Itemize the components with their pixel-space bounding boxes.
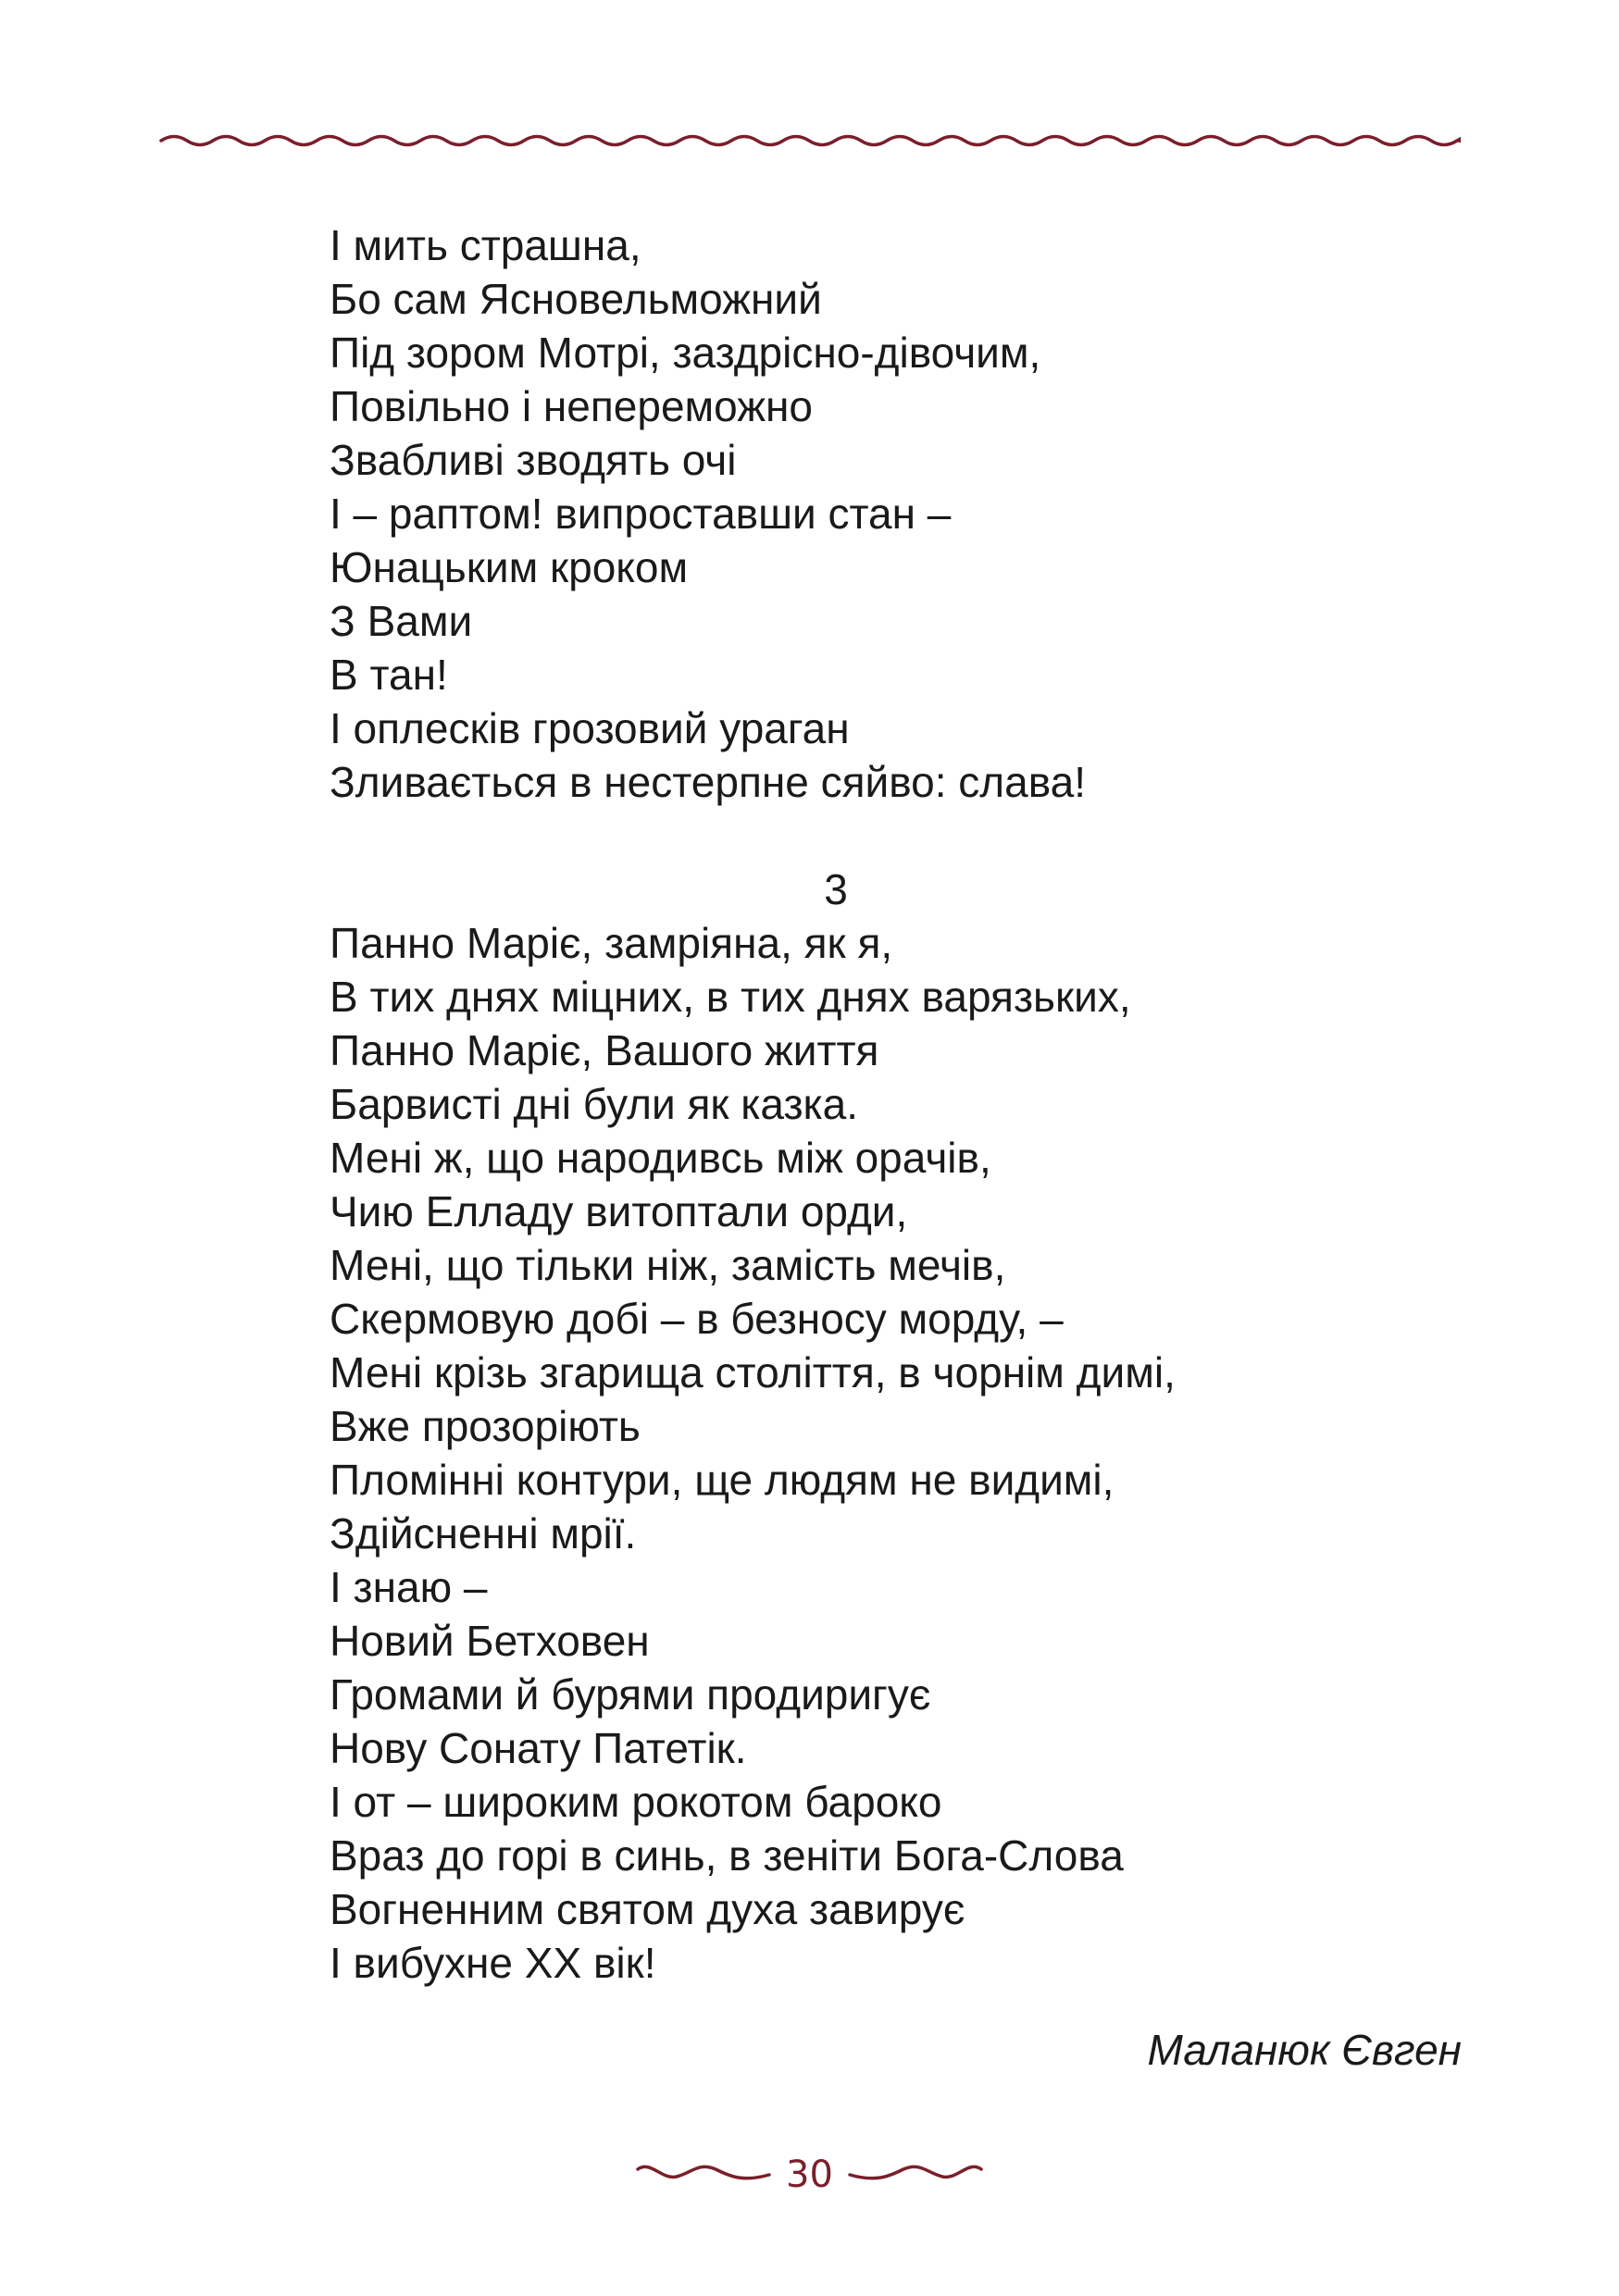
footer-right-flourish <box>846 2156 985 2193</box>
poem-line: Барвисті дні були як казка. <box>330 1080 859 1128</box>
poem-line: Скермовую добі – в безносу морду, – <box>330 1295 1064 1343</box>
stanza-1 <box>330 218 1487 809</box>
poem-line: Повільно і непереможно <box>330 382 813 430</box>
top-wave-ornament <box>159 122 1461 159</box>
poem-line: І оплесків грозовий ураган <box>330 704 850 752</box>
poem-line: І знаю – <box>330 1563 488 1611</box>
poem-line: І – раптом! випроставши стан – <box>330 490 952 538</box>
poem-line: Чию Елладу витоптали орди, <box>330 1187 908 1235</box>
poem-line: Юнацьким кроком <box>330 543 689 591</box>
poem-line: Вже прозоріють <box>330 1402 641 1450</box>
poem-line: Громами й бурями продиригує <box>330 1670 931 1719</box>
poem-line: Зливається в нестерпне сяйво: слава! <box>330 758 1086 806</box>
poem-line: Панно Маріє, замріяна, як я, <box>330 919 893 967</box>
poem-line: Враз до горі в синь, в зеніти Бога-Слова <box>330 1831 1124 1880</box>
poem-line: Пломінні контури, ще людям не видимі, <box>330 1456 1115 1504</box>
poem-line: Мені ж, що народивсь між орачів, <box>330 1134 991 1182</box>
poem-line: І вибухне ХХ вік! <box>330 1939 656 1987</box>
poem-line: Мені, що тільки ніж, замість мечів, <box>330 1241 1006 1289</box>
poem-line: Здійсненні мрії. <box>330 1509 637 1558</box>
poem-line: Бо сам Ясновельможний <box>330 275 822 323</box>
poem-body <box>330 218 1487 1990</box>
poem-line: Мені крізь згарища століття, в чорнім димі, <box>330 1348 1176 1396</box>
poem-line: Нову Сонату Патетік. <box>330 1724 747 1772</box>
part-number: 3 <box>824 865 848 913</box>
poem-line: Звабливі зводять очі <box>330 436 737 484</box>
poem-line: Новий Бетховен <box>330 1617 650 1665</box>
poem-line: І мить страшна, <box>330 221 641 269</box>
page-footer <box>0 2147 1619 2203</box>
poem-line: Вогненним святом духа завирує <box>330 1885 965 1933</box>
page-number: 30 <box>786 2153 833 2196</box>
poem-line: В тан! <box>330 651 448 699</box>
stanza-2 <box>330 916 1487 1990</box>
footer-left-flourish <box>634 2156 773 2193</box>
poem-line: І от – широким рокотом бароко <box>330 1778 942 1826</box>
poem-line: В тих днях міцних, в тих днях варязьких, <box>330 973 1131 1021</box>
poem-line: Панно Маріє, Вашого життя <box>330 1026 879 1074</box>
author-signature: Маланюк Євген <box>1147 2026 1462 2074</box>
poem-line: Під зором Мотрі, заздрісно-дівочим, <box>330 329 1041 377</box>
poem-line: З Вами <box>330 597 473 645</box>
